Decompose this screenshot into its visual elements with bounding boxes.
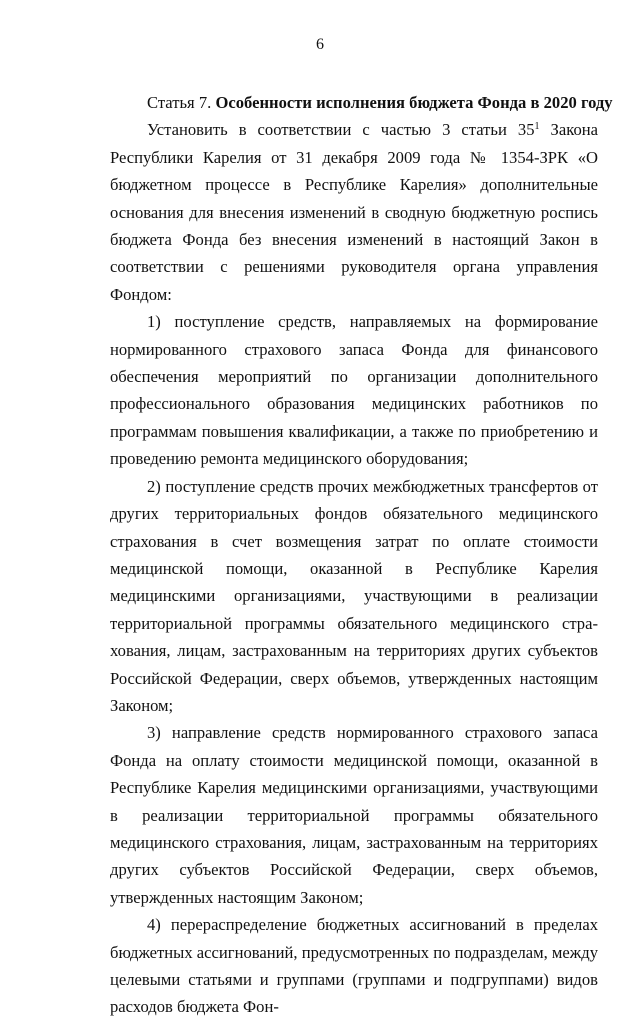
- page-number: 6: [316, 36, 324, 53]
- article-label: Статья 7.: [147, 93, 212, 112]
- intro-paragraph: [110, 116, 598, 308]
- list-item: 4) перераспределение бюджетных ассигнований в пределах бюджетных ассигнований, предусмотренных по подразделам, между целевыми статьями и группами (группами и подгруппами) видов расходов бюджета Фон-: [110, 915, 598, 1017]
- article-title: Особенности исполнения бюджета Фонда в 2020 году: [215, 93, 613, 112]
- superscript-index: 1: [534, 121, 540, 133]
- article-heading: [110, 89, 613, 116]
- intro-text-start: Установить в соответствии с частью 3 статьи 35: [147, 120, 535, 140]
- intro-text-end: Закона Республики Карелия от 31 декабря 2009 года № 1354-ЗРК «О бюджетном процессе в Республике Карелия» дополнительные основания для внесения изменений в сводную бюджетную роспись бюджета Фонда без внесения изменений в настоящий Закон в соответствии с решениями руководителя органа управления Фондом:: [110, 120, 598, 304]
- list-item: 2) поступление средств прочих межбюджетных трансфертов от других территориальных фондов обязательного медицинского страхования в счет возмещения затрат по оплате стоимости медицинской помощи, оказанной в Республике Карелия медицинскими организациями, участвующими в реализации территориальной программы обязательного медицинского страхования, лицам, застрахованным на территориях других субъектов Российской Федерации, сверх объемов, утвержденных настоящим Законом;: [110, 476, 598, 715]
- article-body: [110, 89, 613, 1021]
- list-item: 1) поступление средств, направляемых на формирование нормированного страхового запаса Фонда для финансового обеспечения мероприятий по организации дополнительного профессионального образования медицинских работников по программам повышения квалификации, а также по приобретению и проведению ремонта медицинского оборудования;: [110, 312, 598, 469]
- list-item: 3) направление средств нормированного страхового запаса Фонда на оплату стоимости медицинской помощи, оказанной в Республике Карелия медицинскими организациями, участвующими в реализации территориальной программы обязательного медицинского страхования, лицам, застрахованным на территориях других субъектов Российской Федерации, сверх объемов, утвержденных настоящим Законом;: [110, 723, 598, 907]
